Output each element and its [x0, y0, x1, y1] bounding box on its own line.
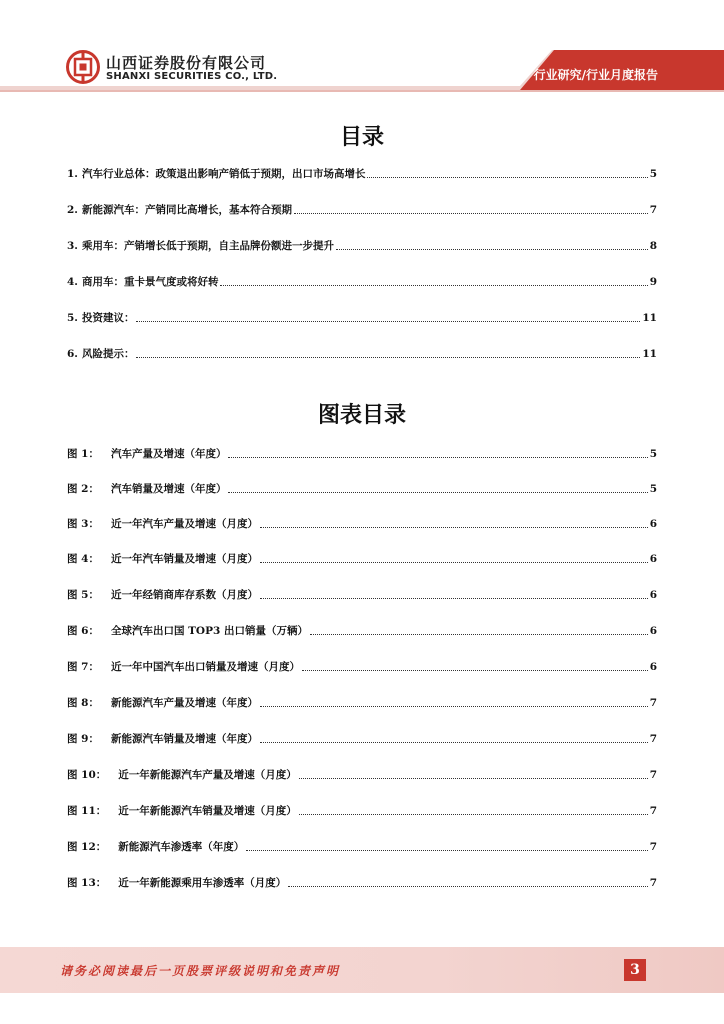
- dot-leader: [260, 741, 648, 743]
- dot-leader: [260, 597, 648, 599]
- toc-entry[interactable]: [67, 165, 657, 181]
- company-logo-icon: [66, 50, 100, 84]
- figure-entry[interactable]: [67, 622, 657, 638]
- figure-entry[interactable]: [67, 480, 657, 496]
- figure-entry[interactable]: [67, 515, 657, 531]
- toc-entry[interactable]: [67, 273, 657, 289]
- dot-leader: [220, 284, 647, 286]
- toc-entry-text: 风险提示：: [81, 348, 135, 360]
- toc-entry-page: 11: [642, 348, 657, 360]
- figure-number: 图 10：: [67, 769, 107, 781]
- figure-entry[interactable]: [67, 766, 657, 782]
- toc-entry-number: 2.: [67, 204, 78, 216]
- toc-entry-page: 7: [649, 204, 657, 216]
- figure-entry-text: 近一年中国汽车出口销量及增速（月度）: [110, 661, 300, 673]
- toc-entry-text: 商用车：重卡景气度或将好转: [81, 276, 219, 288]
- page-footer: [0, 947, 724, 993]
- figure-number: 图 6：: [67, 625, 99, 637]
- figure-number: 图 7：: [67, 661, 99, 673]
- page-header: [0, 0, 724, 92]
- page-number: 3: [624, 959, 646, 981]
- toc-entry-number: 5.: [67, 312, 78, 324]
- figure-entry-text: 新能源汽车产量及增速（年度）: [110, 697, 258, 709]
- dot-leader: [260, 526, 648, 528]
- dot-leader: [310, 633, 648, 635]
- figure-number: 图 1：: [67, 448, 99, 460]
- figure-entry-text: 新能源汽车渗透率（年度）: [118, 841, 245, 853]
- figure-entry-text: 新能源汽车销量及增速（年度）: [110, 733, 258, 745]
- figure-entry[interactable]: [67, 802, 657, 818]
- toc-entry-text: 汽车行业总体：政策退出影响产销低于预期，出口市场高增长: [81, 168, 366, 180]
- figure-entry-page: 7: [649, 841, 657, 853]
- toc-entry-text: 投资建议：: [81, 312, 135, 324]
- figure-entry-text: 汽车销量及增速（年度）: [110, 483, 227, 495]
- dot-leader: [136, 320, 640, 322]
- dot-leader: [136, 356, 640, 358]
- figure-entry[interactable]: [67, 838, 657, 854]
- dot-leader: [302, 669, 648, 671]
- toc-entry-page: 8: [649, 240, 657, 252]
- figure-entry-page: 5: [649, 448, 657, 460]
- figure-entry-page: 5: [649, 483, 657, 495]
- toc-entry-page: 5: [649, 168, 657, 180]
- figure-number: 图 5：: [67, 589, 99, 601]
- dot-leader: [288, 885, 647, 887]
- dot-leader: [367, 176, 647, 178]
- dot-leader: [294, 212, 648, 214]
- figure-entry-page: 6: [649, 625, 657, 637]
- toc-title: 目录: [339, 124, 384, 150]
- dot-leader: [246, 849, 647, 851]
- figure-entry-page: 7: [649, 697, 657, 709]
- figure-number: 图 13：: [67, 877, 107, 889]
- figure-entry-text: 近一年汽车产量及增速（月度）: [110, 518, 258, 530]
- figure-entry-page: 7: [649, 877, 657, 889]
- figure-entry[interactable]: [67, 445, 657, 461]
- figure-entry[interactable]: [67, 658, 657, 674]
- company-name-en: SHANXI SECURITIES CO., LTD.: [106, 71, 278, 82]
- figure-entry[interactable]: [67, 874, 657, 890]
- toc-entry-page: 11: [642, 312, 657, 324]
- figure-entry-text: 近一年新能源汽车销量及增速（月度）: [118, 805, 297, 817]
- toc-entry-number: 1.: [67, 168, 78, 180]
- figure-entry[interactable]: [67, 550, 657, 566]
- toc-entry-text: 新能源汽车：产销同比高增长，基本符合预期: [81, 204, 292, 216]
- figure-entry[interactable]: [67, 586, 657, 602]
- figure-number: 图 12：: [67, 841, 107, 853]
- figure-entry-text: 全球汽车出口国 TOP3 出口销量（万辆）: [110, 625, 308, 637]
- figure-number: 图 4：: [67, 553, 99, 565]
- figure-entry-text: 汽车产量及增速（年度）: [110, 448, 227, 460]
- toc-entry-text: 乘用车：产销增长低于预期，自主品牌份额进一步提升: [81, 240, 334, 252]
- toc-entry[interactable]: [67, 309, 657, 325]
- figure-entry-page: 7: [649, 805, 657, 817]
- dot-leader: [260, 561, 648, 563]
- figure-number: 图 8：: [67, 697, 99, 709]
- report-category: 行业研究/行业月度报告: [533, 68, 658, 82]
- figure-entry-page: 6: [649, 589, 657, 601]
- dot-leader: [299, 777, 648, 779]
- figure-number: 图 9：: [67, 733, 99, 745]
- toc-entry[interactable]: [67, 201, 657, 217]
- dot-leader: [228, 491, 647, 493]
- dot-leader: [299, 813, 648, 815]
- dot-leader: [228, 456, 647, 458]
- toc-entry-number: 3.: [67, 240, 78, 252]
- toc-entry-number: 6.: [67, 348, 78, 360]
- company-name-cn: 山西证券股份有限公司: [106, 54, 267, 72]
- figure-entry-page: 6: [649, 518, 657, 530]
- figure-entry-page: 6: [649, 553, 657, 565]
- figure-entry[interactable]: [67, 694, 657, 710]
- figure-entry-text: 近一年经销商库存系数（月度）: [110, 589, 258, 601]
- figure-entry-text: 近一年新能源汽车产量及增速（月度）: [118, 769, 297, 781]
- dot-leader: [260, 705, 648, 707]
- figure-entry-text: 近一年新能源乘用车渗透率（月度）: [118, 877, 287, 889]
- figure-entry-page: 7: [649, 733, 657, 745]
- figure-number: 图 3：: [67, 518, 99, 530]
- figure-number: 图 2：: [67, 483, 99, 495]
- toc-entry[interactable]: [67, 237, 657, 253]
- figure-number: 图 11：: [67, 805, 107, 817]
- disclaimer-text: 请务必阅读最后一页股票评级说明和免责声明: [60, 964, 341, 978]
- toc-entry[interactable]: [67, 345, 657, 361]
- figure-list-title: 图表目录: [317, 402, 406, 428]
- figure-entry[interactable]: [67, 730, 657, 746]
- toc-entry-page: 9: [649, 276, 657, 288]
- figure-entry-page: 7: [649, 769, 657, 781]
- dot-leader: [336, 248, 648, 250]
- figure-entry-page: 6: [649, 661, 657, 673]
- toc-entry-number: 4.: [67, 276, 78, 288]
- figure-entry-text: 近一年汽车销量及增速（月度）: [110, 553, 258, 565]
